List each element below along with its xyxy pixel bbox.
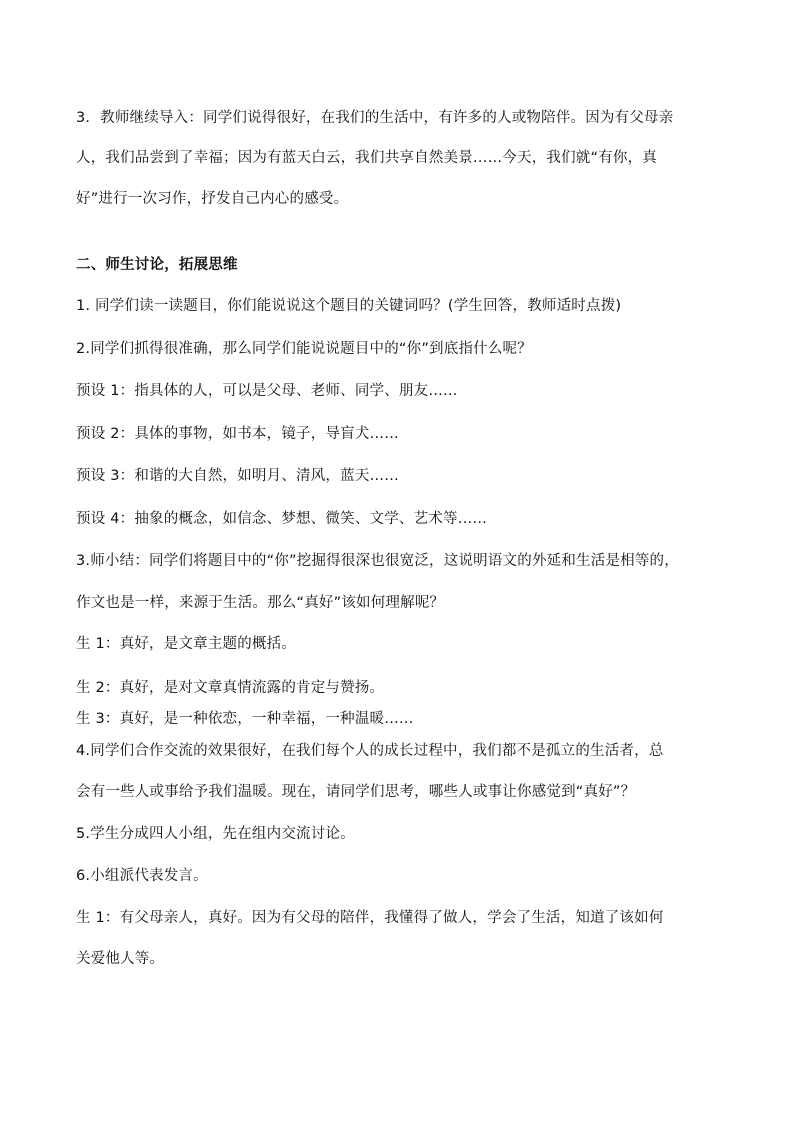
paragraph-line: 1. 同学们读一读题目，你们能说说这个题目的关键词吗？(学生回答，教师适时点拨) — [76, 298, 622, 314]
paragraph-line: 会有一些人或事给予我们温暖。现在，请同学们思考，哪些人或事让你感觉到“真好”？ — [76, 784, 636, 800]
section-heading: 二、师生讨论，拓展思维 — [76, 257, 238, 273]
paragraph-line: 作文也是一样，来源于生活。那么“真好”该如何理解呢？ — [76, 595, 445, 611]
paragraph-line: 4.同学们合作交流的效果很好，在我们每个人的成长过程中，我们都不是孤立的生活者，总 — [76, 743, 664, 759]
paragraph-line: 人，我们品尝到了幸福；因为有蓝天白云，我们共享自然美景……今天，我们就“有你，真 — [76, 150, 658, 166]
paragraph-line: 生 2：真好，是对文章真情流露的肯定与赞扬。 — [76, 680, 385, 696]
paragraph-line: 预设 4：抽象的概念，如信念、梦想、微笑、文学、艺术等…… — [76, 511, 488, 527]
paragraph-line: 6.小组派代表发言。 — [76, 868, 208, 884]
paragraph-line: 好”进行一次习作，抒发自己内心的感受。 — [76, 191, 349, 207]
paragraph-line: 生 3：真好，是一种依恋，一种幸福，一种温暖…… — [76, 711, 414, 727]
paragraph-line: 关爱他人等。 — [76, 951, 165, 967]
paragraph-line: 3．教师继续导入：同学们说得很好，在我们的生活中，有许多的人或物陪伴。因为有父母亲 — [76, 110, 674, 126]
paragraph-line: 预设 1：指具体的人，可以是父母、老师、同学、朋友…… — [76, 383, 458, 399]
paragraph-line: 3.师小结：同学们将题目中的“你”挖掘得很深也很宽泛，这说明语文的外延和生活是相等的， — [76, 553, 679, 569]
paragraph-line: 生 1：真好，是文章主题的概括。 — [76, 636, 297, 652]
paragraph-line: 生 1：有父母亲人，真好。因为有父母的陪伴，我懂得了做人，学会了生活，知道了该如何 — [76, 910, 664, 926]
paragraph-line: 5.学生分成四人小组，先在组内交流讨论。 — [76, 826, 355, 842]
paragraph-line: 预设 3：和谐的大自然，如明月、清风，蓝天…… — [76, 468, 399, 484]
paragraph-line: 2.同学们抓得很准确，那么同学们能说说题目中的“你”到底指什么呢？ — [76, 341, 532, 357]
paragraph-line: 预设 2：具体的事物，如书本，镜子，导盲犬…… — [76, 426, 399, 442]
